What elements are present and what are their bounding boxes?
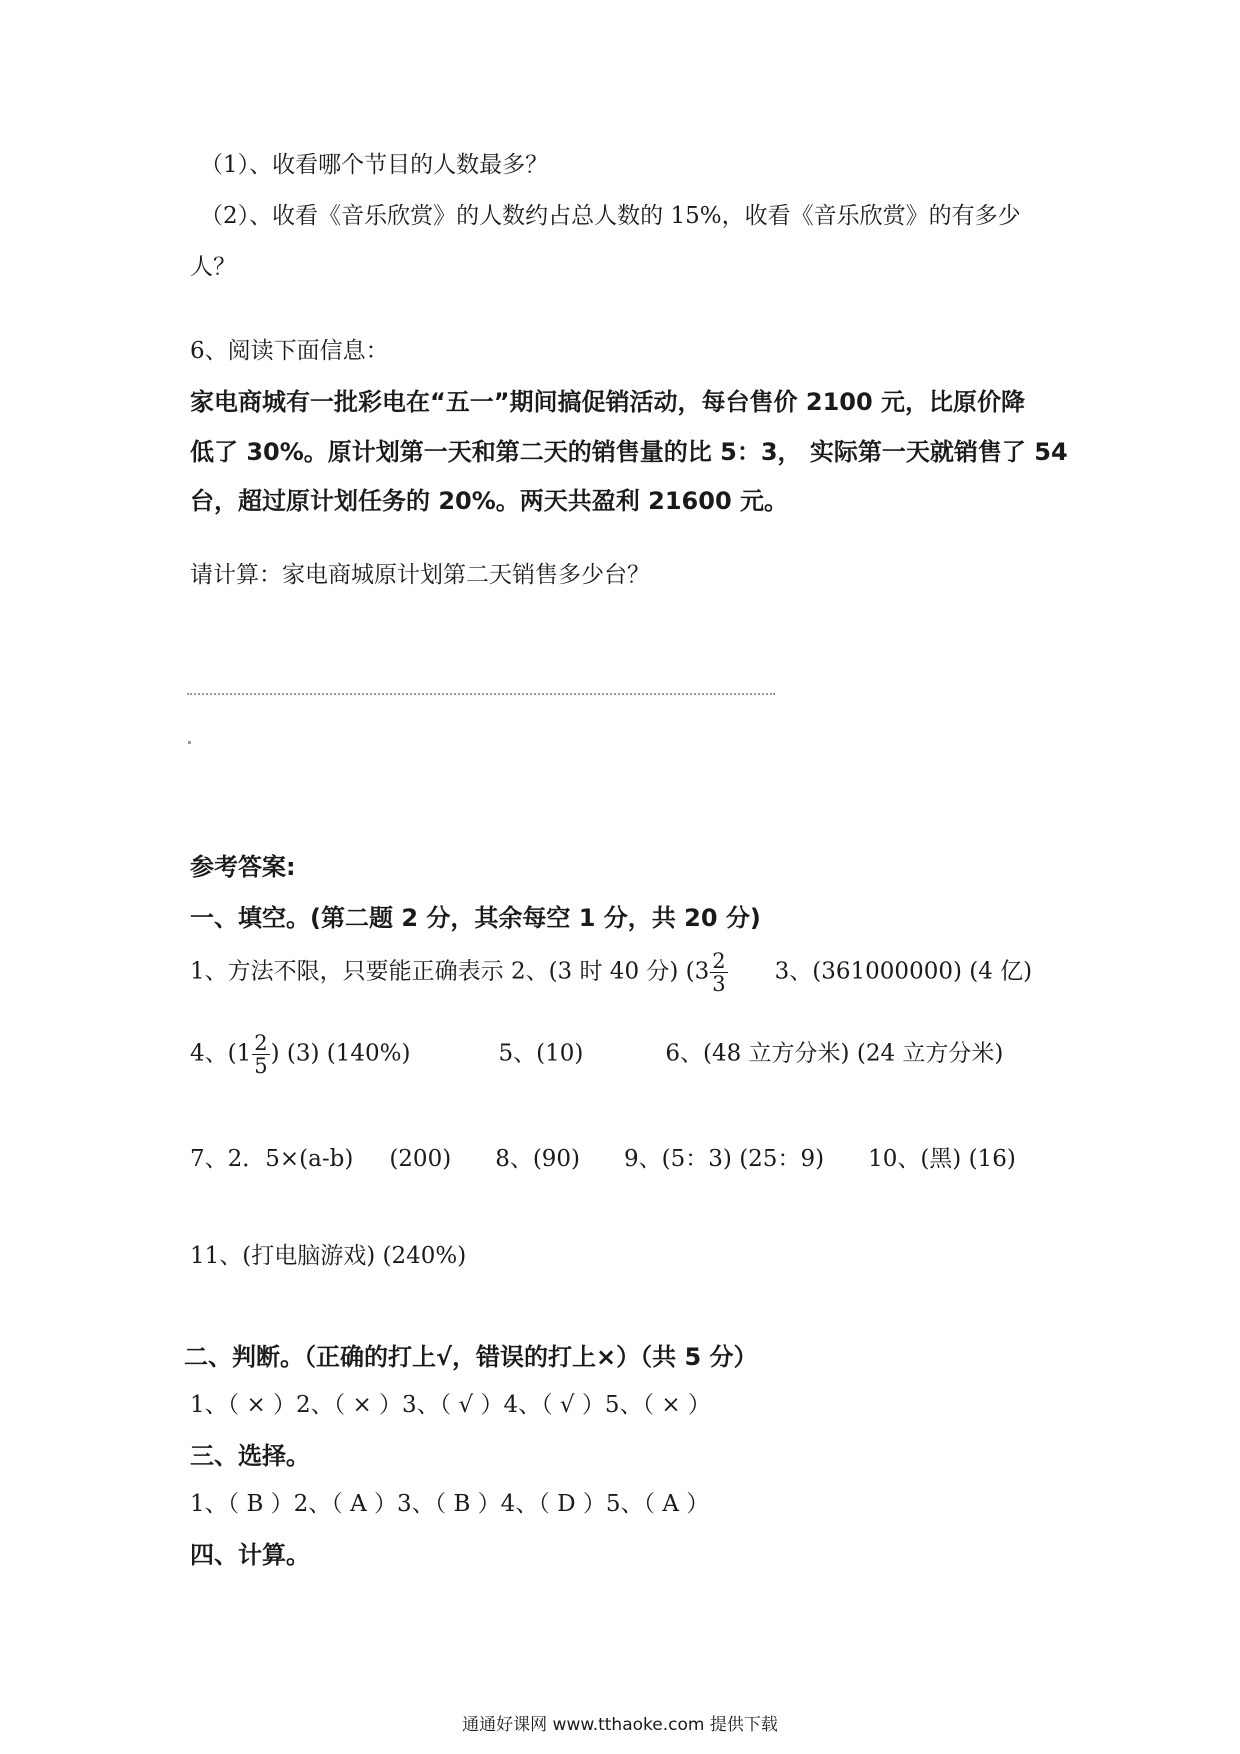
answer-10-text: 10、(黑) (16) [868, 1146, 1016, 1172]
answer-4-rest: ) (3) (140%) [270, 1040, 411, 1067]
answer-6-text: 6、(48 立方分米) (24 立方分米) [665, 1040, 1004, 1067]
section-4-title: 四、计算。 [190, 1541, 310, 1569]
question-6-ask: 请计算：家电商城原计划第二天销售多少台？ [190, 562, 650, 588]
fraction-2-3: $\frac{2}{3}$ [712, 949, 726, 997]
question-6-info-1: 家电商城有一批彩电在“五一”期间搞促销活动，每台售价 2100 元，比原价降 [190, 388, 1026, 416]
answer-row-1 [190, 950, 1032, 995]
answer-row-2 [190, 1032, 1003, 1077]
answer-3-text: 3、(361000000) (4 亿) [774, 958, 1033, 985]
question-6-info-2: 低了 30%。原计划第一天和第二天的销售量的比 5：3， 实际第一天就销售了 54 [190, 438, 1068, 466]
section-3-answers: 1、（ B ）2、（ A ）3、（ B ）4、（ D ）5、（ A ） [190, 1491, 710, 1517]
question-5-2-cont: 人？ [190, 254, 236, 280]
answer-5-text: 5、(10) [498, 1040, 584, 1067]
question-6-info-3: 台，超过原计划任务的 20%。两天共盈利 21600 元。 [190, 487, 789, 515]
footer-credit: 通通好课网 www.tthaoke.com 提供下载 [462, 1715, 778, 1735]
answer-row-3 [190, 1148, 1016, 1171]
question-5-1: （1）、收看哪个节目的人数最多？ [200, 152, 549, 178]
answer-7-value: (200) [389, 1146, 452, 1172]
section-2-answers: 1、（ × ）2、（ × ）3、（ √ ）4、（ √ ）5、（ × ） [190, 1392, 711, 1418]
question-5-2: （2）、收看《音乐欣赏》的人数约占总人数的 15%，收看《音乐欣赏》的有多少 [200, 203, 1021, 229]
answers-heading: 参考答案: [190, 853, 296, 881]
answer-1-2-text: 1、方法不限，只要能正确表示 2、(3 时 40 分) (3 [190, 958, 710, 985]
question-6-title: 6、阅读下面信息： [190, 338, 389, 364]
answer-7-text: 7、2．5×(a-b) [190, 1146, 354, 1172]
stray-dot [188, 741, 191, 744]
answer-row-4: 11、(打电脑游戏) (240%) [190, 1243, 467, 1269]
section-1-title: 一、填空。(第二题 2 分，其余每空 1 分，共 20 分) [190, 904, 761, 932]
answer-4-text: 4、(1 [190, 1040, 252, 1067]
dotted-divider [187, 693, 775, 695]
answer-9-text: 9、(5：3) (25：9) [624, 1146, 825, 1172]
fraction-2-5: $\frac{2}{5}$ [254, 1031, 268, 1079]
answer-8-text: 8、(90) [495, 1146, 581, 1172]
section-2-title: 二、判断。（正确的打上√，错误的打上×）（共 5 分） [184, 1343, 758, 1371]
section-3-title: 三、选择。 [190, 1442, 310, 1470]
